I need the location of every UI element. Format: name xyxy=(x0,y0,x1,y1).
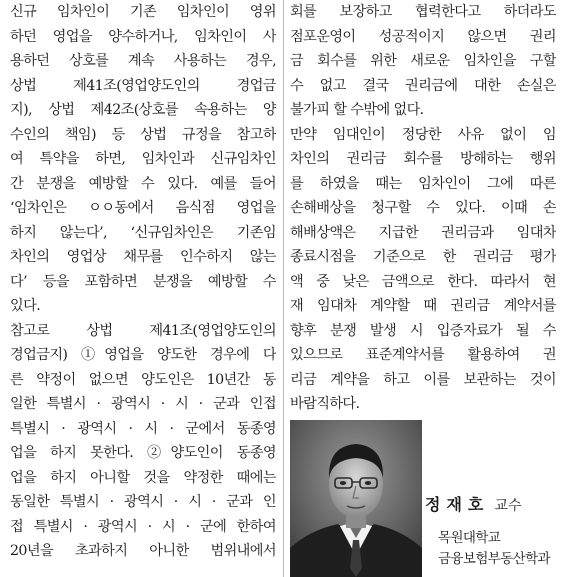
text-line: 수 없고 결국 권리금에 대한 손실은 xyxy=(290,77,556,94)
text-line: 있으므로 표준계약서를 활용하여 권 xyxy=(290,347,556,363)
text-line: 지), 상법 제42조(상호를 속용하는 양 xyxy=(10,102,276,118)
author-name: 정재호 xyxy=(425,495,490,514)
text-line: 바람직하다. xyxy=(290,396,360,412)
text-line: 종료시점을 기준으로 한 권리금 평가 xyxy=(290,249,556,265)
author-department: 금융보험부동산학과 xyxy=(438,551,550,567)
text-line: 있다. xyxy=(10,298,41,314)
column-divider xyxy=(283,0,284,577)
text-line: 하지 않는다’, ‘신규임차인은 기존임 xyxy=(10,224,276,241)
text-line: 차인의 권리금 회수를 방해하는 행위 xyxy=(290,151,556,167)
text-line: 20년을 초과하지 아니한 범위내에서 xyxy=(10,543,276,559)
text-line: ‘임차인은 ㅇㅇ동에서 음식점 영업을 xyxy=(10,200,276,216)
text-line: 금 회수를 위한 새로운 임차인을 구할 xyxy=(290,53,556,69)
text-line: 점포운영이 성공적이지 않으면 권리 xyxy=(290,28,556,45)
text-line: 신규 임차인이 기존 임차인이 영위 xyxy=(10,4,276,20)
text-line: 만약 임대인이 정당한 사유 없이 임 xyxy=(290,126,556,143)
text-line: 일한 특별시 · 광역시 · 시 · 군과 인접 xyxy=(10,396,276,412)
left-text-column xyxy=(10,0,276,564)
text-line: 하던 영업을 양수하거나, 임차인이 사 xyxy=(10,28,276,45)
text-line: 불가피 할 수밖에 없다. xyxy=(290,102,424,118)
text-line: 용하던 상호를 계속 사용하는 경우, xyxy=(10,53,276,69)
text-line: 여 특약을 하면, 임차인과 신규임차인 xyxy=(10,151,276,167)
text-line: 재 임대차 계약할 때 권리금 계약서를 xyxy=(290,298,556,314)
author-university: 목원대학교 xyxy=(438,530,501,546)
text-line: 수인의 책임) 등 상법 규정을 참고하 xyxy=(10,126,276,143)
text-line: 를 하였을 때는 임차인이 그에 따른 xyxy=(290,175,556,192)
right-text-column xyxy=(290,0,556,417)
author-box xyxy=(290,420,556,577)
author-name-line xyxy=(425,492,556,515)
text-line: 다’ 등을 포함하면 분쟁을 예방할 수 xyxy=(10,273,276,290)
text-line: 상법 제41조(영업양도인의 경업금 xyxy=(10,77,276,94)
author-portrait-drawing xyxy=(290,420,422,577)
text-line: 간 분쟁을 예방할 수 있다. 예를 들어 xyxy=(10,175,276,192)
text-line: 액 중 낮은 금액으로 한다. 따라서 현 xyxy=(290,273,556,290)
text-line: 접 특별시 · 광역시 · 시 · 군에 한하여 xyxy=(10,518,276,535)
text-line: 참고로 상법 제41조(영업양도인의 xyxy=(10,322,276,339)
author-portrait xyxy=(290,420,422,577)
text-line: 회를 보장하고 협력한다고 하더라도 xyxy=(290,4,556,20)
text-line: 업을 하지 못한다. ②양도인이 동종영 xyxy=(10,445,276,461)
text-line: 업을 하지 아니할 것을 약정한 때에는 xyxy=(10,469,276,486)
text-line: 차인의 영업상 채무를 인수하지 않는 xyxy=(10,249,276,265)
text-line: 리금 계약을 하고 이를 보관하는 것이 xyxy=(290,371,556,388)
text-line: 경업금지) ①영업을 양도한 경우에 다 xyxy=(10,347,276,363)
text-line: 손해배상을 청구할 수 있다. 이때 손 xyxy=(290,200,556,216)
text-line: 해배상액은 지급한 권리금과 임대차 xyxy=(290,224,556,241)
text-line: 향후 분쟁 발생 시 입증자료가 될 수 xyxy=(290,322,556,339)
text-line: 동일한 특별시 · 광역시 · 시 · 군과 인 xyxy=(10,494,276,510)
text-line: 특별시 · 광역시 · 시 · 군에서 동종영 xyxy=(10,420,276,437)
author-title: 교수 xyxy=(494,498,522,514)
text-line: 른 약정이 없으면 양도인은 10년간 동 xyxy=(10,371,276,388)
